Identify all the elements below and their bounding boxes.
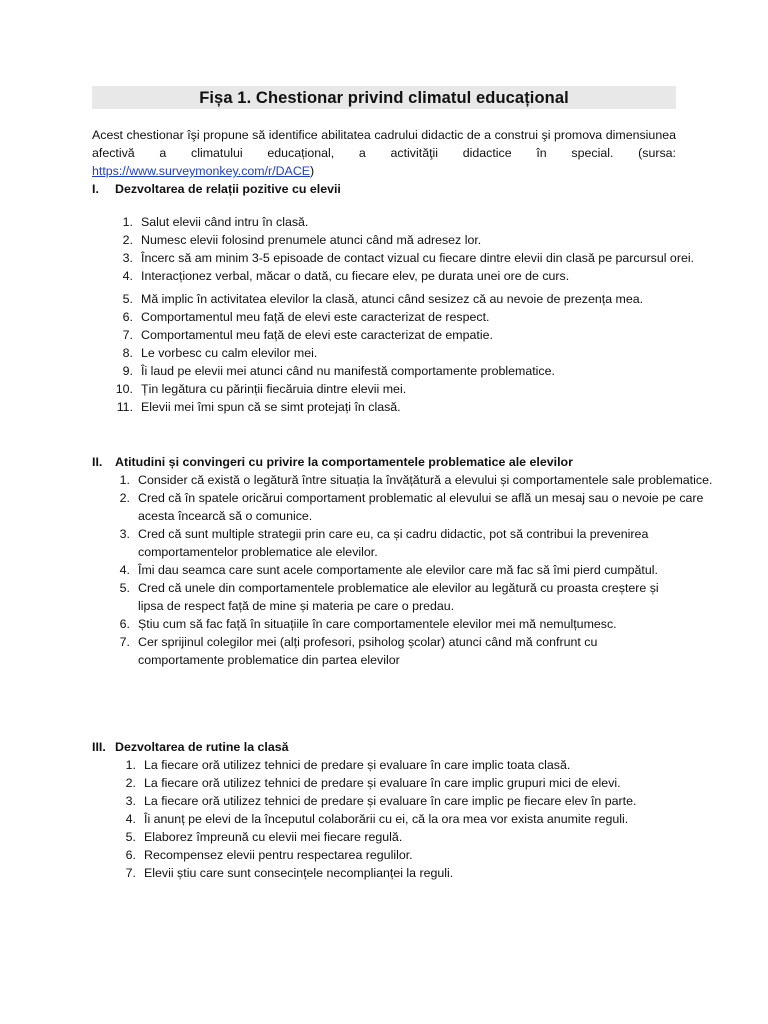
list-item: 1. La fiecare oră utilizez tehnici de predare și evaluare în care implic toata clasă. — [125, 758, 571, 772]
section-2-heading — [92, 453, 573, 471]
list-item: 6. Știu cum să fac față în situațiile în care comportamentele elevilor mei mă nemulțumesc. — [119, 617, 617, 631]
section-3-number: III. — [92, 740, 106, 754]
list-item: 1. Salut elevii când intru în clasă. — [122, 215, 309, 229]
list-item: 1. Consider că există o legătură între situația la învățătură a elevului și comportamentele sale problematice. — [119, 473, 713, 487]
list-item: 10. Țin legătura cu părinții fiecăruia dintre elevii mei. — [115, 382, 407, 396]
list-item: 8. Le vorbesc cu calm elevilor mei. — [122, 346, 318, 360]
page-title: Fișa 1. Chestionar privind climatul educațional — [199, 88, 569, 107]
list-item: 4. Îi anunț pe elevi de la începutul colaborării cu ei, că la ora mea vor exista anumite reguli. — [125, 812, 629, 826]
list-item: 9. Îi laud pe elevii mei atunci când nu manifestă comportamente problematice. — [122, 364, 555, 378]
section-2-list — [0, 471, 768, 669]
section-1-number: I. — [92, 182, 99, 196]
source-link[interactable]: https://www.surveymonkey.com/r/DACE — [92, 164, 311, 178]
list-item: 4. Interacționez verbal, măcar o dată, cu fiecare elev, pe durata unei ore de curs. — [122, 269, 570, 283]
intro-paragraph — [92, 126, 676, 180]
section-3-title: Dezvoltarea de rutine la clasă — [115, 740, 289, 754]
list-item: 6. Recompensez elevii pentru respectarea regulilor. — [125, 848, 413, 862]
section-1-title: Dezvoltarea de relații pozitive cu elevii — [115, 182, 341, 196]
list-item: 6. Comportamentul meu față de elevi este caracterizat de respect. — [122, 310, 490, 324]
list-item: 5. Elaborez împreună cu elevii mei fiecare regulă. — [125, 830, 403, 844]
list-item: 5. Cred că unele din comportamentele problematice ale elevilor au legătură cu proasta creștere și lipsa de respect față de mine și materia pe care o predau. — [119, 581, 659, 613]
list-item: 4. Îmi dau seamca care sunt acele comportamente ale elevilor care mă fac să îmi pierd cumpătul. — [119, 563, 658, 577]
list-item: 3. Încerc să am minim 3-5 episoade de contact vizual cu fiecare dintre elevii din clasă pe parcursul orei. — [122, 251, 695, 265]
section-2-title: Atitudini și convingeri cu privire la comportamentele problematice ale elevilor — [115, 455, 573, 469]
list-item: 5. Mă implic în activitatea elevilor la clasă, atunci când sesizez că au nevoie de prezența mea. — [122, 292, 644, 306]
list-item: 2. Numesc elevii folosind prenumele atunci când mă adresez lor. — [122, 233, 482, 247]
list-item: 2. Cred că în spatele oricărui comportament problematic al elevului se află un mesaj sau o nevoie pe care acesta încearcă să o comunice. — [119, 491, 704, 523]
section-3-heading — [92, 738, 289, 756]
list-item: 3. Cred că sunt multiple strategii prin care eu, ca și cadru didactic, pot să contribui la prevenirea comportamentelor problematice ale elevilor. — [119, 527, 649, 559]
list-item: 7. Elevii știu care sunt consecințele necomplianței la reguli. — [125, 866, 454, 880]
list-item: 3. La fiecare oră utilizez tehnici de predare și evaluare în care implic pe fiecare elev în parte. — [125, 794, 637, 808]
section-3-list — [0, 756, 768, 882]
list-item: 7. Comportamentul meu față de elevi este caracterizat de empatie. — [122, 328, 493, 342]
intro-text: Acest chestionar îşi propune să identifice abilitatea cadrului didactic de a construi şi promova dimensiunea afectivă a climatului educațional, a activităţii didactice în special. (sursa: — [92, 128, 676, 160]
section-2-number: II. — [92, 455, 103, 469]
list-item: 2. La fiecare oră utilizez tehnici de predare și evaluare în care implic grupuri mici de elevi. — [125, 776, 621, 790]
list-item: 7. Cer sprijinul colegilor mei (alți profesori, psiholog școlar) atunci când mă confrunt cu comportamente problematice din partea elevilor — [119, 635, 598, 667]
list-item: 11. Elevii mei îmi spun că se simt protejați în clasă. — [116, 400, 401, 414]
intro-after: ) — [310, 164, 315, 178]
section-1-list — [0, 213, 768, 416]
section-1-heading — [92, 180, 341, 198]
title-bar — [92, 86, 676, 109]
